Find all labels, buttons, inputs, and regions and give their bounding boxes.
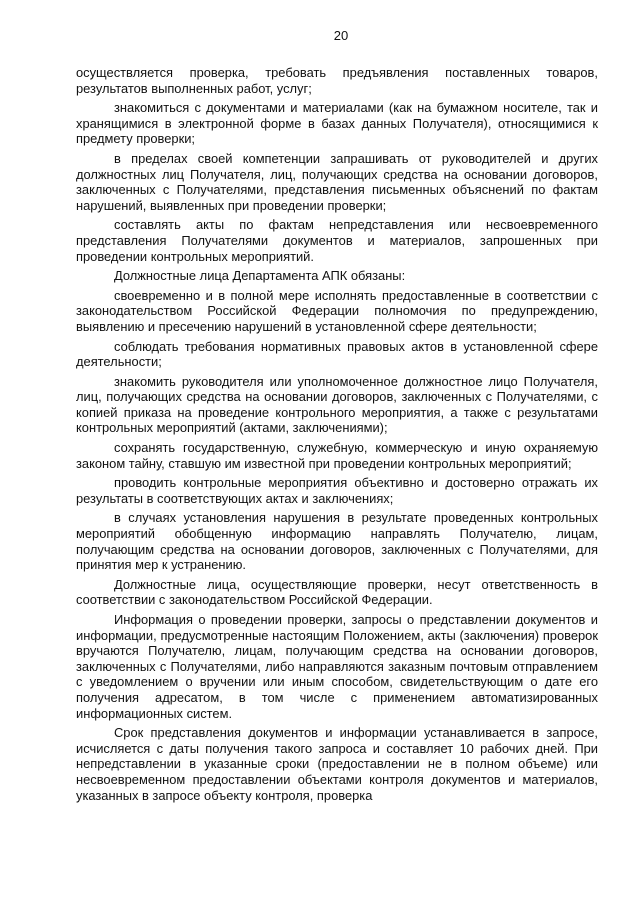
paragraph-12: Должностные лица, осуществляющие проверки, несут ответственность в соответствии с законодательством Российской Федерации. [76, 576, 598, 608]
paragraph-9: сохранять государственную, служебную, коммерческую и иную охраняемую законом тайну, ставшую им известной при проведении контрольных мероприятий; [76, 440, 598, 471]
paragraph-5: Должностные лица Департамента АПК обязаны: [114, 268, 406, 284]
paragraph-11: в случаях установления нарушения в результате проведенных контрольных мероприятий обобщенную информацию направлять Получателю, лицам, получающим средства на основании договоров, заключенных с Получателями, для принятия мер к устранению. [76, 510, 598, 573]
paragraph-14: Срок представления документов и информации устанавливается в запросе, исчисляется с даты получения такого запроса и составляет 10 рабочих дней. При непредставлении в указанные сроки (предоставлении не в полном объеме) или несвоевременном предоставлении объектами контроля документов и материалов, указанных в запросе объекту контроля, проверка [76, 725, 598, 803]
paragraph-4: составлять акты по фактам непредставления или несвоевременного представления Получателями документов и материалов, запрошенных при проведении контрольных мероприятий. [76, 217, 598, 264]
paragraph-10: проводить контрольные мероприятия объективно и достоверно отражать их результаты в соответствующих актах и заключениях; [76, 475, 598, 506]
paragraph-1: осуществляется проверка, требовать предъявления поставленных товаров, результатов выполненных работ, услуг; [76, 65, 598, 96]
paragraph-3: в пределах своей компетенции запрашивать от руководителей и других должностных лиц Получателя, лиц, получающих средства на основании договоров, заключенных с Получателями, представления письменных объяснений по фактам нарушений, выявленных при проведении проверки; [76, 150, 598, 213]
paragraph-7: соблюдать требования нормативных правовых актов в установленной сфере деятельности; [76, 338, 598, 370]
paragraph-8: знакомить руководителя или уполномоченное должностное лицо Получателя, лиц, получающих средства на основании договоров, заключенных с Получателями, с копией приказа на проведение контрольного мероприятия, а также с результатами контрольных мероприятий (актами, заключениями); [76, 373, 598, 436]
paragraph-2: знакомиться с документами и материалами (как на бумажном носителе, так и хранящимися в электронной форме в базах данных Получателя), относящимися к предмету проверки; [76, 100, 598, 147]
paragraph-13: Информация о проведении проверки, запросы о представлении документов и информации, предусмотренные настоящим Положением, акты (заключения) проверок вручаются Получателю, лицам, получающим средства на основании договоров, заключенных с Получателями, либо направляются заказным почтовым отправлением с уведомлением о вручении или иным способом, свидетельствующим о дате его получения адресатом, в том числе с применением автоматизированных информационных систем. [76, 612, 598, 721]
page-number: 20 [333, 28, 349, 43]
paragraph-6: своевременно и в полной мере исполнять предоставленные в соответствии с законодательством Российской Федерации полномочия по предупреждению, выявлению и пресечению нарушений в установленной сфере деятельности; [76, 287, 598, 334]
